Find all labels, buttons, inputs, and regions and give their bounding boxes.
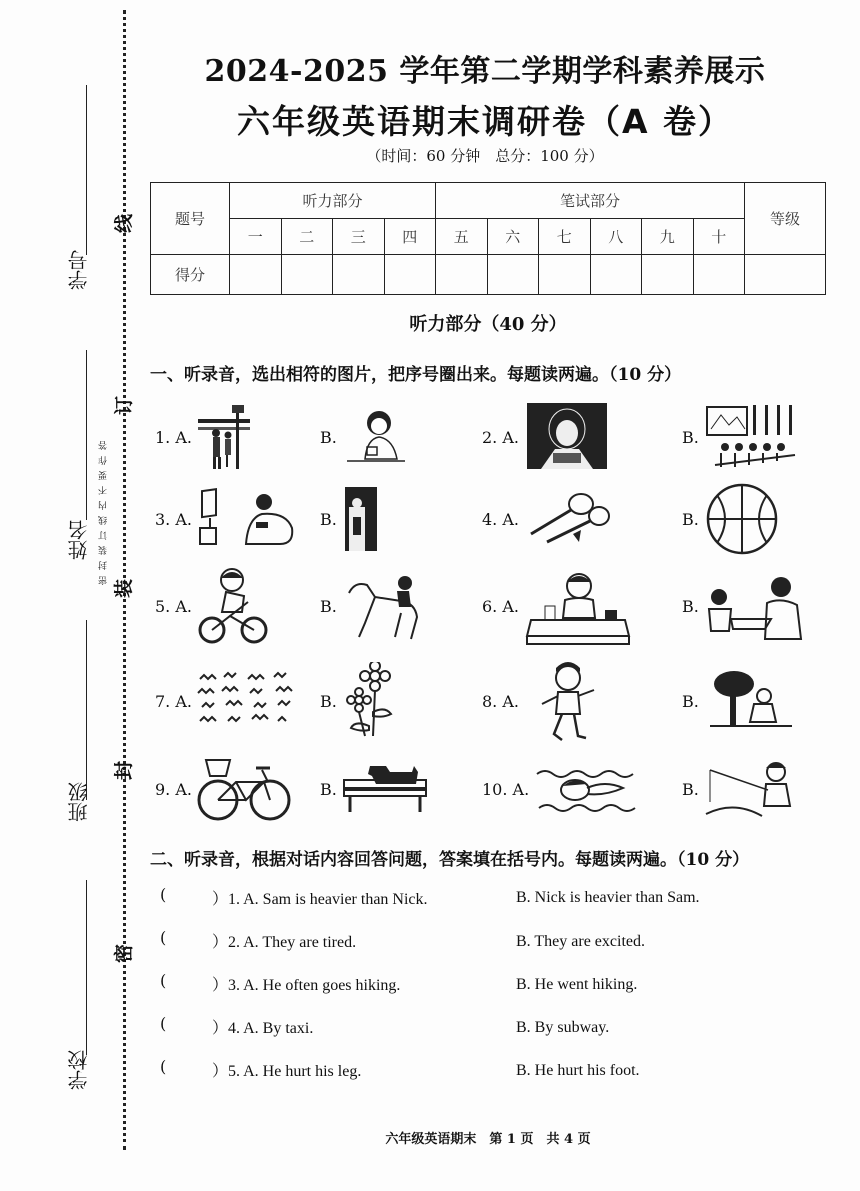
item-4-label: 4. A. [482, 510, 519, 529]
part2-heading: 二、听录音，根据对话内容回答问题，答案填在括号内。每题读两遍。（10 分） [150, 850, 750, 870]
boy-fishing-icon [704, 760, 798, 820]
q2-option-b: B. They are excited. [516, 933, 645, 950]
item-5-b-label: B. [320, 597, 337, 616]
col-6: 六 [487, 219, 539, 255]
boy-on-phone-icon [345, 403, 407, 465]
row-label-question-no: 题号 [151, 183, 230, 255]
badminton-rackets-icon [527, 490, 617, 548]
q3-option-b: B. He went hiking. [516, 976, 638, 993]
item-10-label: 10. A. [482, 780, 530, 799]
item-8-b-label: B. [682, 692, 699, 711]
score-cell[interactable] [436, 255, 488, 295]
score-cell[interactable] [539, 255, 591, 295]
answer-blank-5[interactable]: ( [160, 1057, 167, 1076]
grade-header: 等级 [745, 183, 826, 255]
col-3: 三 [333, 219, 385, 255]
grass-icon [196, 671, 300, 729]
girl-reading-icon [527, 403, 607, 469]
no-answer-warning: 密封装订线内不要作答 [99, 435, 109, 585]
class-label: 班级 [67, 782, 91, 822]
person-in-doorway-icon [345, 487, 377, 551]
answer-blank-3[interactable]: ( [160, 971, 167, 990]
student-no-label: 学号 [67, 250, 91, 290]
item-4-b-label: B. [682, 510, 699, 529]
bind-char-feng: 封 [113, 760, 136, 781]
item-1-b-label: B. [320, 428, 337, 447]
bind-char-ding: 订 [113, 395, 136, 416]
exam-title-line1: 2024-2025 学年第二学期学科素养展示 [204, 54, 766, 89]
score-cell[interactable] [642, 255, 694, 295]
col-8: 八 [590, 219, 642, 255]
item-8-label: 8. A. [482, 692, 519, 711]
item-9-b-label: B. [320, 780, 337, 799]
exam-title-line2: 六年级英语期末调研卷（A 卷） [236, 102, 734, 141]
item-5-label: 5. A. [155, 597, 192, 616]
cinema-audience-icon [705, 403, 799, 469]
score-cell[interactable] [590, 255, 642, 295]
q5-option-a: ）5. A. He hurt his leg. [212, 1063, 362, 1080]
part1-heading: 一、听录音，选出相符的图片，把序号圈出来。每题读两遍。（10 分） [150, 365, 682, 385]
name-line [86, 350, 87, 520]
q4-option-a: ）4. A. By taxi. [212, 1020, 314, 1037]
name-label: 姓名 [67, 520, 91, 560]
page-footer: 六年级英语期末 第 1 页 共 4 页 [385, 1132, 591, 1147]
col-10: 十 [693, 219, 745, 255]
item-2-label: 2. A. [482, 428, 519, 447]
q1-option-a: ）1. A. Sam is heavier than Nick. [212, 891, 428, 908]
answer-blank-1[interactable]: ( [160, 885, 167, 904]
school-label: 学校 [67, 1050, 91, 1090]
q1-option-b: B. Nick is heavier than Sam. [516, 889, 700, 906]
item-6-label: 6. A. [482, 597, 519, 616]
item-7-b-label: B. [320, 692, 337, 711]
score-cell[interactable] [281, 255, 333, 295]
col-4: 四 [384, 219, 436, 255]
answer-blank-4[interactable]: ( [160, 1014, 167, 1033]
q3-option-a: ）3. A. He often goes hiking. [212, 977, 401, 994]
bind-char-zhuang: 装 [113, 578, 136, 599]
item-7-label: 7. A. [155, 692, 192, 711]
listening-header: 听力部分 [230, 183, 436, 219]
bind-char-mi: 密 [113, 943, 136, 964]
class-line [86, 620, 87, 800]
student-no-line [86, 85, 87, 255]
item-9-label: 9. A. [155, 780, 192, 799]
q4-option-b: B. By subway. [516, 1019, 610, 1036]
score-cell[interactable] [487, 255, 539, 295]
score-table [150, 182, 826, 295]
exam-time-info: （时间：60 分钟 总分：100 分） [366, 147, 604, 165]
boy-swimming-icon [535, 764, 641, 816]
school-line [86, 880, 87, 1055]
item-2-b-label: B. [682, 428, 699, 447]
col-9: 九 [642, 219, 694, 255]
col-5: 五 [436, 219, 488, 255]
bicycle-icon [196, 756, 292, 822]
listening-section-title: 听力部分（40 分） [409, 314, 567, 335]
bind-char-xian: 线 [113, 213, 136, 234]
basketball-icon [705, 483, 779, 555]
boy-at-desk-icon [525, 570, 633, 646]
col-7: 七 [539, 219, 591, 255]
item-1-label: 1. A. [155, 428, 192, 447]
computer-and-girl-icon [196, 488, 296, 548]
col-1: 一 [230, 219, 282, 255]
score-cell[interactable] [333, 255, 385, 295]
boy-riding-horse-icon [345, 573, 431, 641]
boy-skating-icon [538, 660, 598, 744]
dog-on-bench-icon [342, 762, 428, 812]
score-cell[interactable] [693, 255, 745, 295]
col-2: 二 [281, 219, 333, 255]
q5-option-b: B. He hurt his foot. [516, 1062, 640, 1079]
score-cell[interactable] [230, 255, 282, 295]
item-3-label: 3. A. [155, 510, 192, 529]
teacher-and-student-icon [705, 575, 805, 641]
score-cell[interactable] [384, 255, 436, 295]
people-at-bus-stop-icon [196, 403, 254, 471]
boy-riding-bike-icon [196, 566, 270, 646]
row-label-score: 得分 [151, 255, 230, 295]
item-3-b-label: B. [320, 510, 337, 529]
q2-option-a: ）2. A. They are tired. [212, 934, 357, 951]
grade-cell[interactable] [745, 255, 826, 295]
flowers-icon [345, 662, 401, 738]
item-10-b-label: B. [682, 780, 699, 799]
item-6-b-label: B. [682, 597, 699, 616]
answer-blank-2[interactable]: ( [160, 928, 167, 947]
writing-header: 笔试部分 [436, 183, 745, 219]
boy-under-tree-icon [710, 668, 792, 732]
